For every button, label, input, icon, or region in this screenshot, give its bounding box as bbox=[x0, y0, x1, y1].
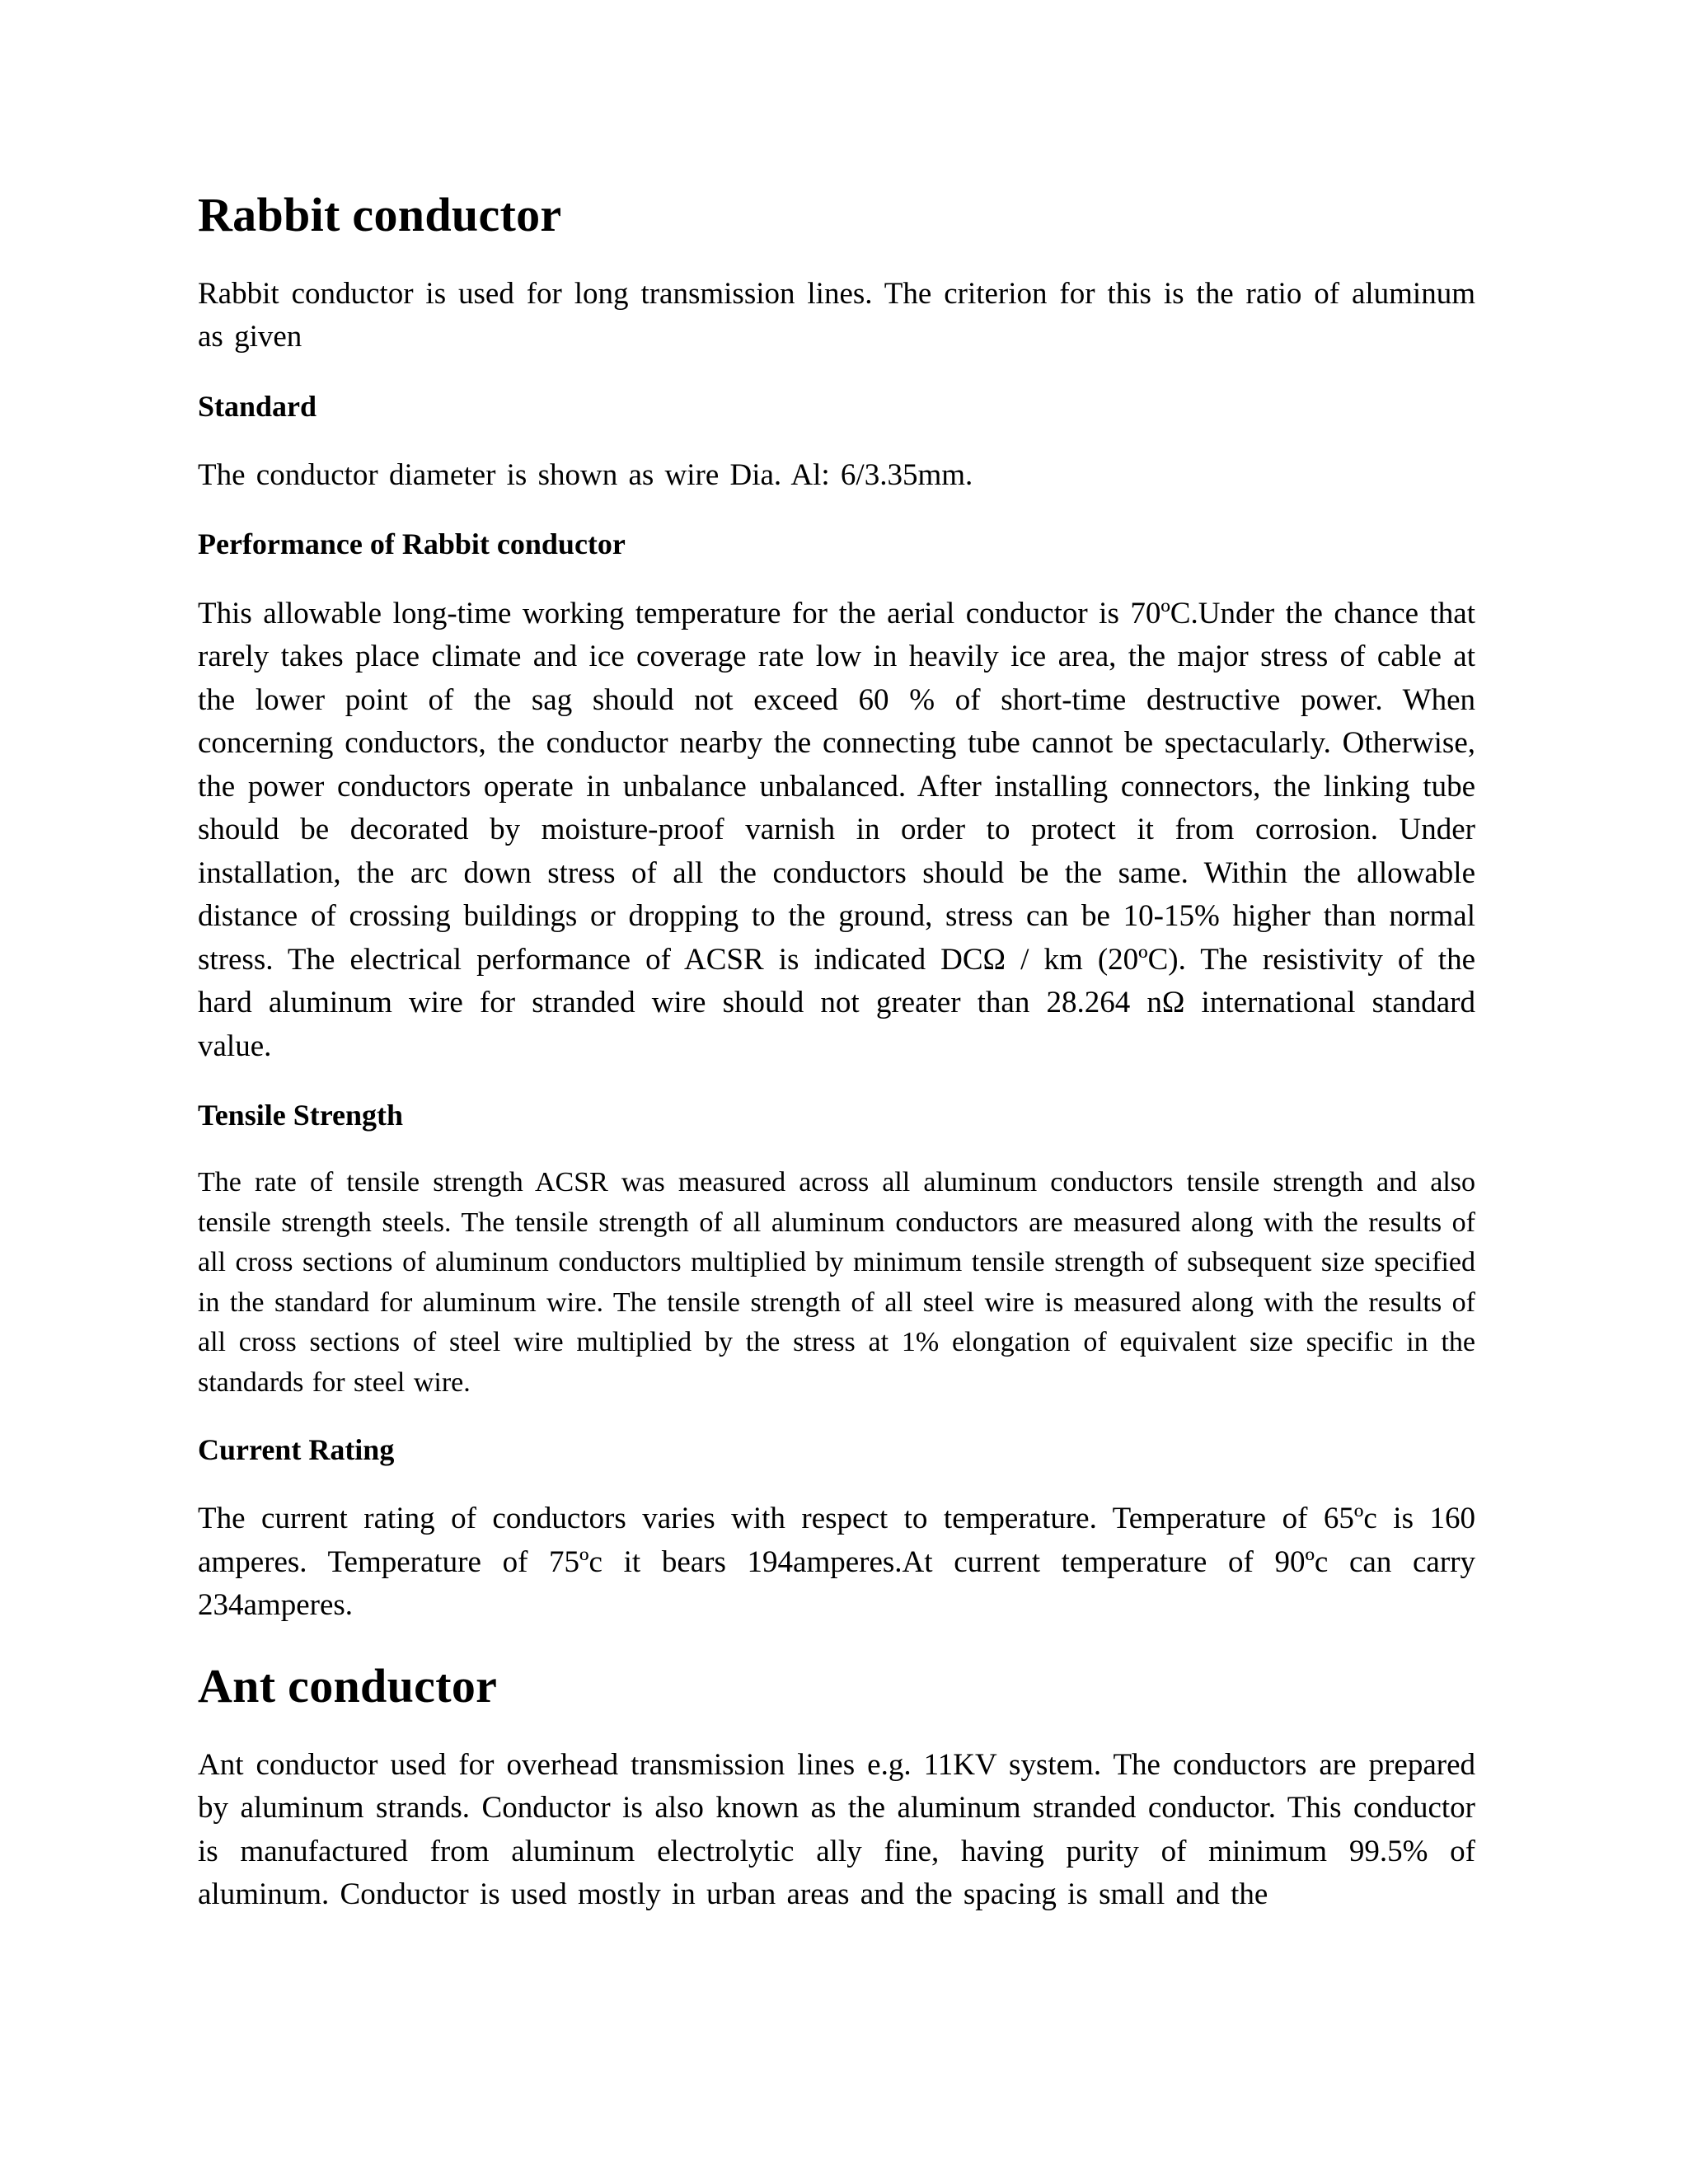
document-page bbox=[198, 188, 1475, 1947]
standard-heading: Standard bbox=[198, 389, 317, 423]
ant-intro-paragraph: Ant conductor used for overhead transmission lines e.g. 11KV system. The conductors are prepared by aluminum strands. Conductor is also known as the aluminum stranded conductor. This conductor is manufactured from aluminum electrolytic ally fine, having purity of minimum 99.5% of aluminum. Conductor is used mostly in urban areas and the spacing is small and the bbox=[198, 1747, 1475, 1912]
performance-paragraph: This allowable long-time working temperature for the aerial conductor is 70ºC.Under the chance that rarely takes place climate and ice coverage rate low in heavily ice area, the major stress of cable at the lower point of the sag should not exceed 60 % of short-time destructive power. When concerning conductors, the conductor nearby the connecting tube cannot be spectacularly. Otherwise, the power conductors operate in unbalance unbalanced. After installing connectors, the linking tube should be decorated by moisture-proof varnish in order to protect it from corrosion. Under installation, the arc down stress of all the conductors should be the same. Within the allowable distance of crossing buildings or dropping to the ground, stress can be 10-15% higher than normal stress. The electrical performance of ACSR is indicated DCΩ / km (20ºC). The resistivity of the hard aluminum wire for stranded wire should not greater than 28.264 nΩ international standard value. bbox=[198, 596, 1475, 1063]
standard-paragraph: The conductor diameter is shown as wire Dia. Al: 6/3.35mm. bbox=[198, 457, 973, 492]
rabbit-intro-paragraph: Rabbit conductor is used for long transmission lines. The criterion for this is the ratio of aluminum as given bbox=[198, 276, 1475, 354]
current-rating-paragraph: The current rating of conductors varies with respect to temperature. Temperature of 65ºc is 160 amperes. Temperature of 75ºc it bears 194amperes.At current temperature of 90ºc can carry 234amperes. bbox=[198, 1502, 1475, 1623]
tensile-strength-paragraph: The rate of tensile strength ACSR was measured across all aluminum conductors tensile strength and also tensile strength steels. The tensile strength of all aluminum conductors are measured along with the results of all cross sections of aluminum conductors multiplied by minimum tensile strength of subsequent size specified in the standard for aluminum wire. The tensile strength of all steel wire is measured along with the results of all cross sections of steel wire multiplied by the stress at 1% elongation of equivalent size specific in the standards for steel wire. bbox=[198, 1167, 1475, 1398]
current-rating-heading: Current Rating bbox=[198, 1433, 395, 1467]
tensile-strength-heading: Tensile Strength bbox=[198, 1099, 404, 1132]
rabbit-conductor-title: Rabbit conductor bbox=[198, 188, 562, 241]
ant-conductor-title: Ant conductor bbox=[198, 1658, 498, 1713]
performance-heading: Performance of Rabbit conductor bbox=[198, 527, 626, 561]
